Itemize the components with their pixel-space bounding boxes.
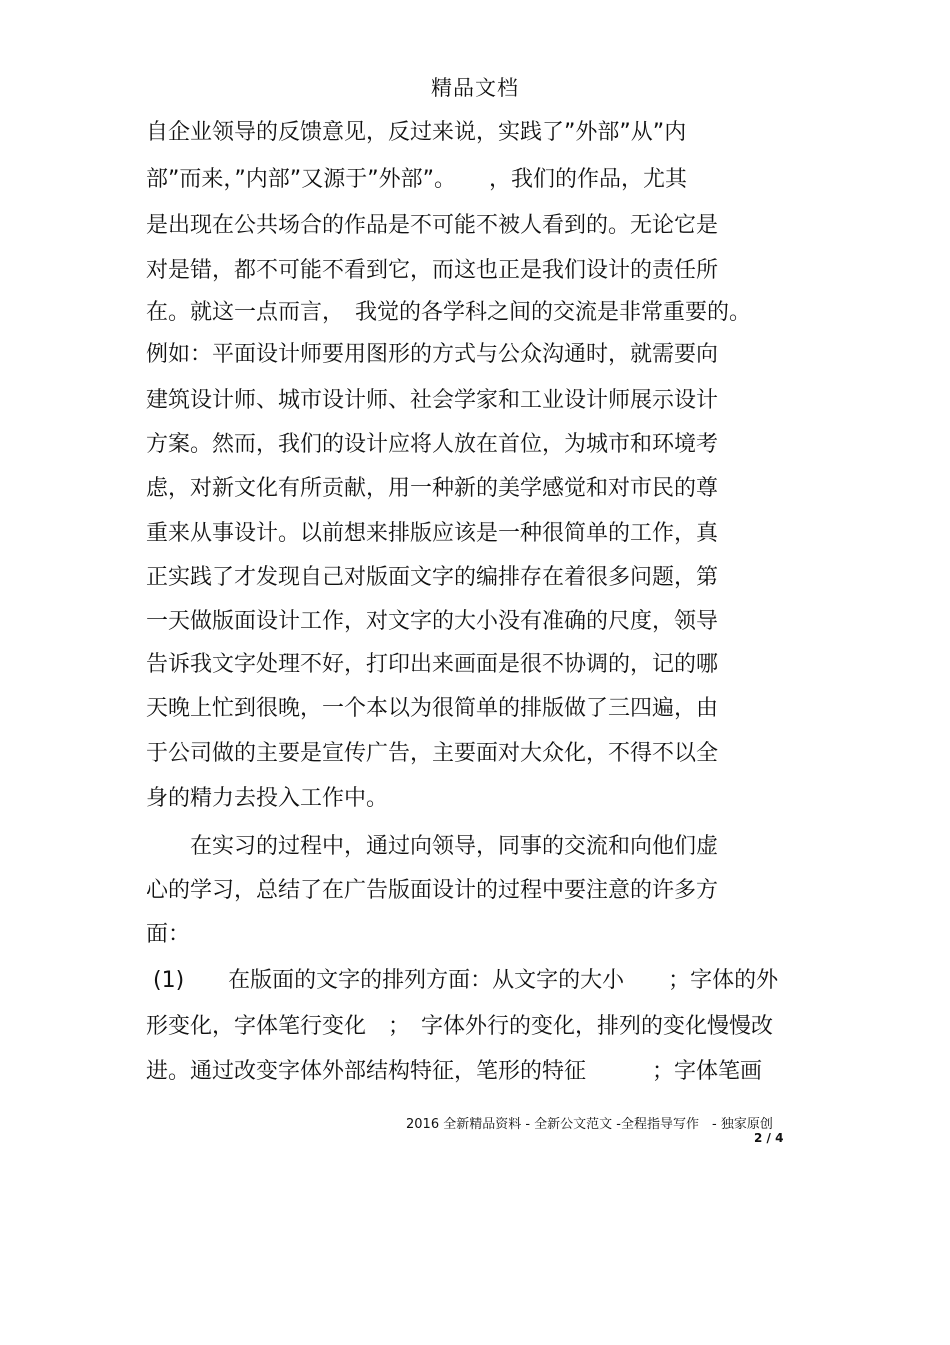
body-line-20: (1) 在版面的文字的排列方面：从文字的大小 ；字体的外 — [146, 968, 779, 993]
body-line-10: 重来从事设计。以前想来排版应该是一种很简单的工作，真 — [146, 521, 719, 546]
body-line-17: 在实习的过程中，通过向领导，同事的交流和向他们虚 — [146, 834, 719, 859]
body-line-22: 进。通过改变字体外部结构特征，笔形的特征 ；字体笔画 — [146, 1059, 763, 1084]
page-number: 2 / 4 — [754, 1131, 784, 1145]
body-line-2: 部”而来，”内部”又源于”外部”。 ，我们的作品，尤其 — [146, 167, 687, 192]
body-line-16: 身的精力去投入工作中。 — [146, 786, 389, 811]
body-line-15: 于公司做的主要是宣传广告，主要面对大众化，不得不以全 — [146, 741, 719, 766]
body-line-9: 虑，对新文化有所贡献，用一种新的美学感觉和对市民的尊 — [146, 476, 719, 501]
body-line-11: 正实践了才发现自己对版面文字的编排存在着很多问题，第 — [146, 565, 719, 590]
page-footer-text: 2016 全新精品资料 - 全新公文范文 -全程指导写作 - 独家原创 — [406, 1117, 773, 1132]
body-line-7: 建筑设计师、城市设计师、社会学家和工业设计师展示设计 — [146, 388, 719, 413]
body-line-6: 例如：平面设计师要用图形的方式与公众沟通时，就需要向 — [146, 342, 719, 367]
body-line-13: 告诉我文字处理不好，打印出来画面是很不协调的，记的哪 — [146, 652, 719, 677]
body-line-12: 一天做版面设计工作，对文字的大小没有准确的尺度，领导 — [146, 609, 719, 634]
body-line-8: 方案。然而，我们的设计应将人放在首位，为城市和环境考 — [146, 432, 719, 457]
body-line-18: 心的学习，总结了在广告版面设计的过程中要注意的许多方 — [146, 878, 719, 903]
body-line-3: 是出现在公共场合的作品是不可能不被人看到的。无论它是 — [146, 213, 719, 238]
body-line-5: 在。就这一点而言， 我觉的各学科之间的交流是非常重要的。 — [146, 300, 752, 325]
page-header-title: 精品文档 — [431, 76, 519, 100]
body-line-14: 天晚上忙到很晚，一个本以为很简单的排版做了三四遍，由 — [146, 696, 719, 721]
body-line-21: 形变化，字体笔行变化 ； 字体外行的变化，排列的变化慢慢改 — [146, 1014, 774, 1039]
body-line-19: 面： — [146, 922, 191, 947]
body-line-1: 自企业领导的反馈意见，反过来说，实践了”外部”从”内 — [146, 120, 687, 145]
body-line-4: 对是错，都不可能不看到它，而这也正是我们设计的责任所 — [146, 258, 719, 283]
